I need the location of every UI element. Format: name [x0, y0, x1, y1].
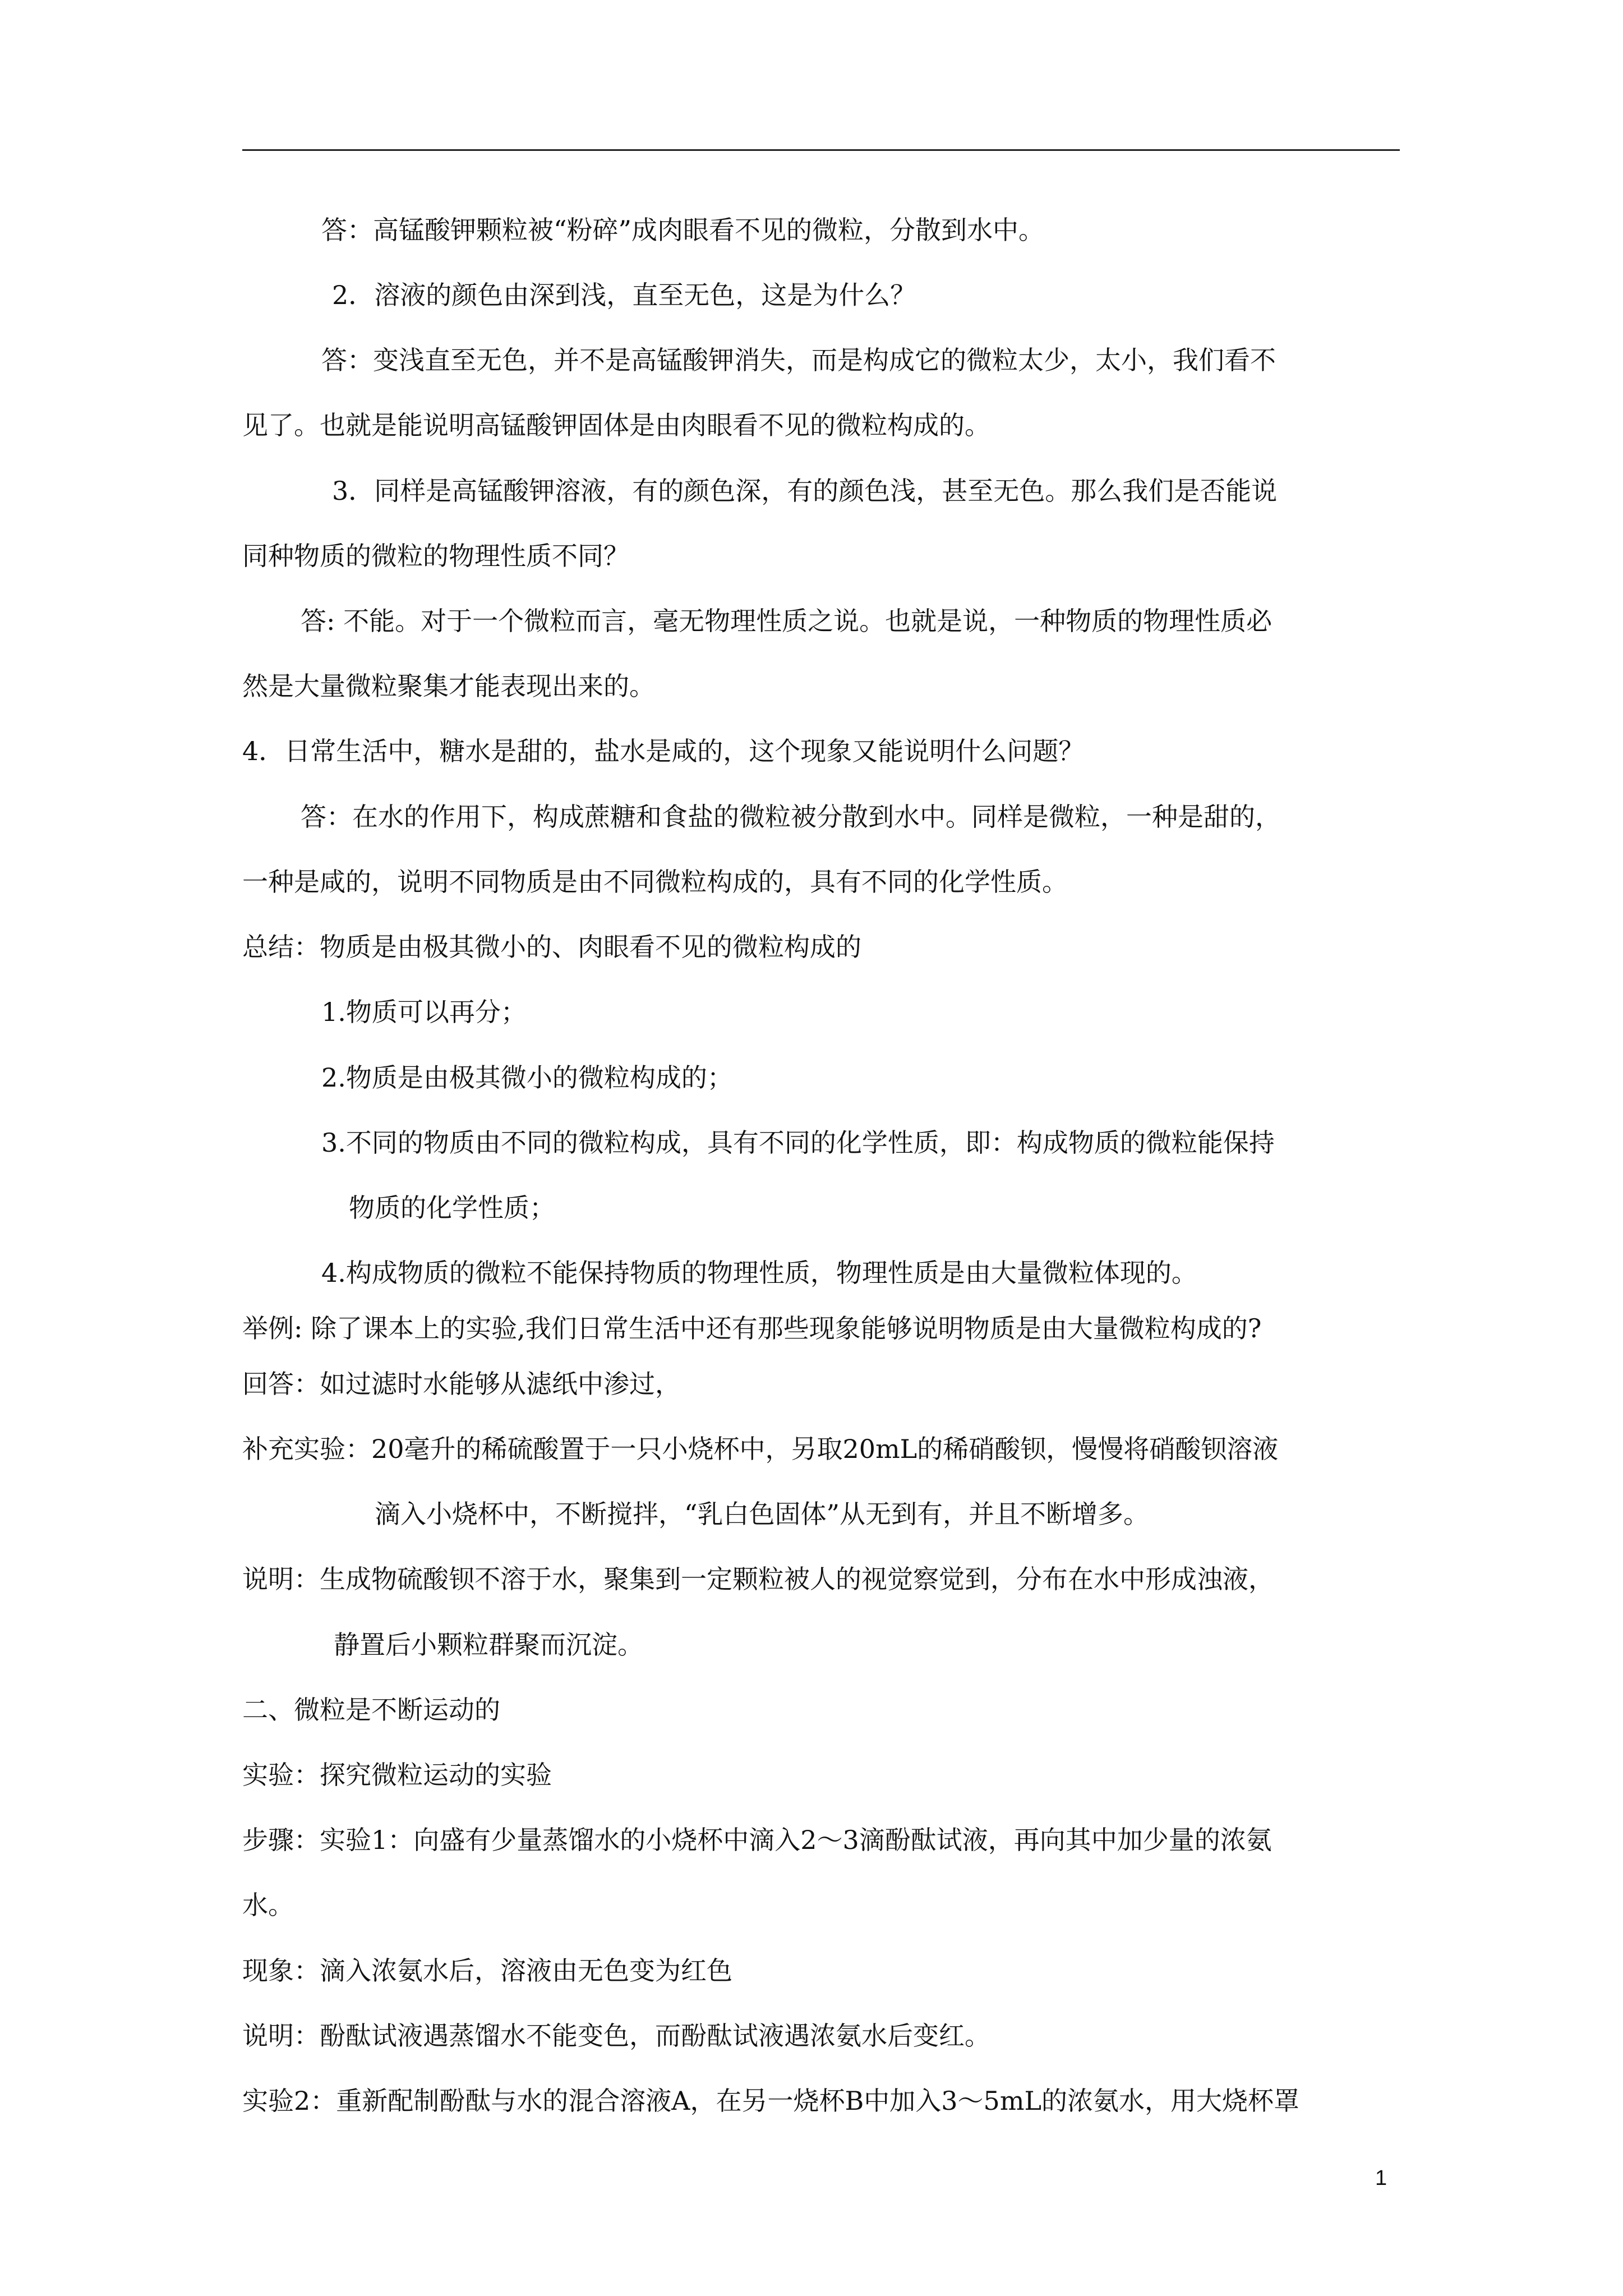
text-line: 同种物质的微粒的物理性质不同？	[242, 541, 629, 571]
text-line: 回答：如过滤时水能够从滤纸中渗过，	[242, 1369, 681, 1399]
text-line: 步骤：实验1：向盛有少量蒸馏水的小烧杯中滴入2～3滴酚酞试液，再向其中加少量的浓氨	[242, 1825, 1272, 1855]
text-line: 答：高锰酸钾颗粒被“粉碎”成肉眼看不见的微粒，分散到水中。	[321, 215, 1045, 245]
text-line: 物质的化学性质；	[349, 1193, 555, 1223]
text-line: 答: 不能。对于一个微粒而言，毫无物理性质之说。也就是说，一种物质的物理性质必	[301, 606, 1272, 636]
text-line: 说明：酚酞试液遇蒸馏水不能变色，而酚酞试液遇浓氨水后变红。	[242, 2021, 990, 2051]
text-line: 1.物质可以再分；	[321, 997, 527, 1027]
text-line: 滴入小烧杯中，不断搅拌，“乳白色固体”从无到有，并且不断增多。	[375, 1499, 1150, 1529]
text-line: 2．溶液的颜色由深到浅，直至无色，这是为什么？	[332, 280, 916, 310]
text-line: 补充实验：20毫升的稀硫酸置于一只小烧杯中，另取20mL的稀硝酸钡，慢慢将硝酸钡溶液	[242, 1434, 1279, 1464]
text-line: 见了。也就是能说明高锰酸钾固体是由肉眼看不见的微粒构成的。	[242, 410, 990, 440]
text-line: 2.物质是由极其微小的微粒构成的；	[321, 1062, 733, 1093]
text-line: 实验2：重新配制酚酞与水的混合溶液A，在另一烧杯B中加入3～5mL的浓氨水，用大烧杯罩	[242, 2086, 1299, 2116]
text-line: 3.不同的物质由不同的微粒构成，具有不同的化学性质，即：构成物质的微粒能保持	[321, 1128, 1275, 1158]
text-line: 然是大量微粒聚集才能表现出来的。	[242, 671, 655, 701]
text-line: 实验：探究微粒运动的实验	[242, 1760, 552, 1790]
header-rule	[242, 149, 1400, 151]
text-line: 举例: 除了课本上的实验,我们日常生活中还有那些现象能够说明物质是由大量微粒构成的?	[242, 1313, 1262, 1343]
section-heading: 二、微粒是不断运动的	[242, 1695, 500, 1725]
text-line: 现象：滴入浓氨水后，溶液由无色变为红色	[242, 1955, 732, 1986]
text-line: 3．同样是高锰酸钾溶液，有的颜色深，有的颜色浅，甚至无色。那么我们是否能说	[332, 476, 1278, 506]
text-line: 说明：生成物硫酸钡不溶于水，聚集到一定颗粒被人的视觉察觉到，分布在水中形成浊液，	[242, 1564, 1274, 1594]
text-line: 答：在水的作用下，构成蔗糖和食盐的微粒被分散到水中。同样是微粒，一种是甜的，	[301, 802, 1281, 832]
text-line: 总结：物质是由极其微小的、肉眼看不见的微粒构成的	[242, 932, 861, 962]
text-line: 静置后小颗粒群聚而沉淀。	[334, 1630, 643, 1660]
text-line: 4.构成物质的微粒不能保持物质的物理性质，物理性质是由大量微粒体现的。	[321, 1258, 1197, 1288]
text-line: 答：变浅直至无色，并不是高锰酸钾消失，而是构成它的微粒太少，太小，我们看不	[321, 345, 1276, 375]
text-line: 4．日常生活中，糖水是甜的，盐水是咸的，这个现象又能说明什么问题？	[242, 736, 1085, 766]
page-number: 1	[1375, 2166, 1387, 2190]
text-line: 一种是咸的，说明不同物质是由不同微粒构成的，具有不同的化学性质。	[242, 867, 1068, 897]
text-line: 水。	[242, 1890, 294, 1920]
